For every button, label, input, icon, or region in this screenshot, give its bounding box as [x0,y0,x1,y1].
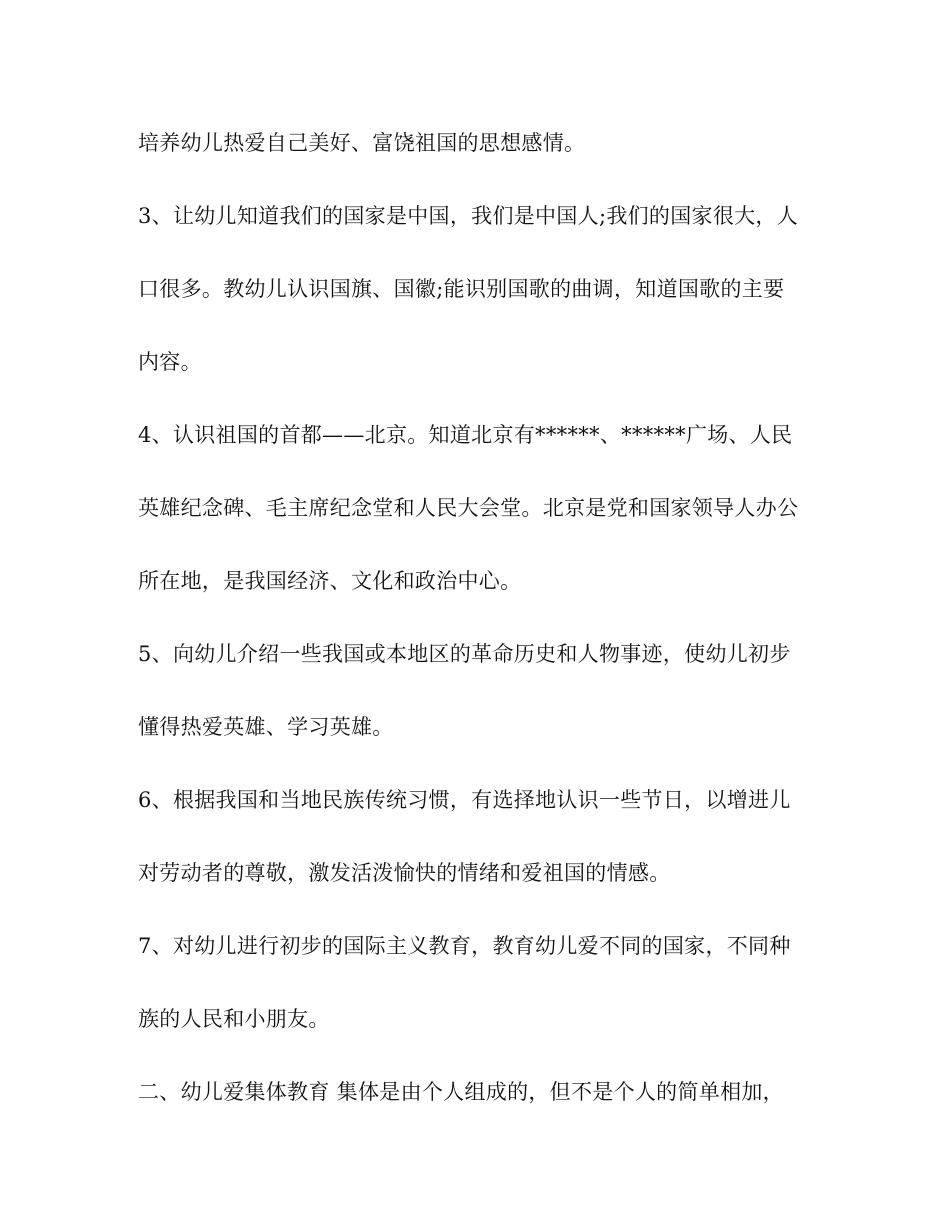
document-body [138,121,818,1143]
text-line: 对劳动者的尊敬，激发活泼愉快的情绪和爱祖国的情感。 [138,861,671,885]
text-line: 口很多。教幼儿认识国旗、国徽;能识别国歌的曲调，知道国歌的主要 [138,277,785,301]
text-line: 5、向幼儿介绍一些我国或本地区的革命历史和人物事迹，使幼儿初步 [138,642,791,666]
text-line: 内容。 [138,350,202,374]
text-line: 3、让幼儿知道我们的国家是中国，我们是中国人;我们的国家很大，人 [138,204,799,228]
text-line: 族的人民和小朋友。 [138,1007,330,1031]
text-line: 二、幼儿爱集体教育 集体是由个人组成的，但不是个人的简单相加， [138,1080,784,1104]
text-line: 培养幼儿热爱自己美好、富饶祖国的思想感情。 [138,131,586,155]
text-line: 4、认识祖国的首都——北京。知道北京有******、******广场、人民 [138,423,793,447]
text-line: 所在地，是我国经济、文化和政治中心。 [138,569,522,593]
text-line: 英雄纪念碑、毛主席纪念堂和人民大会堂。北京是党和国家领导人办公 [138,496,799,520]
text-line: 6、根据我国和当地民族传统习惯，有选择地认识一些节日，以增进儿 [138,788,791,812]
text-line: 懂得热爱英雄、学习英雄。 [138,715,394,739]
text-line: 7、对幼儿进行初步的国际主义教育，教育幼儿爱不同的国家，不同种 [138,934,791,958]
